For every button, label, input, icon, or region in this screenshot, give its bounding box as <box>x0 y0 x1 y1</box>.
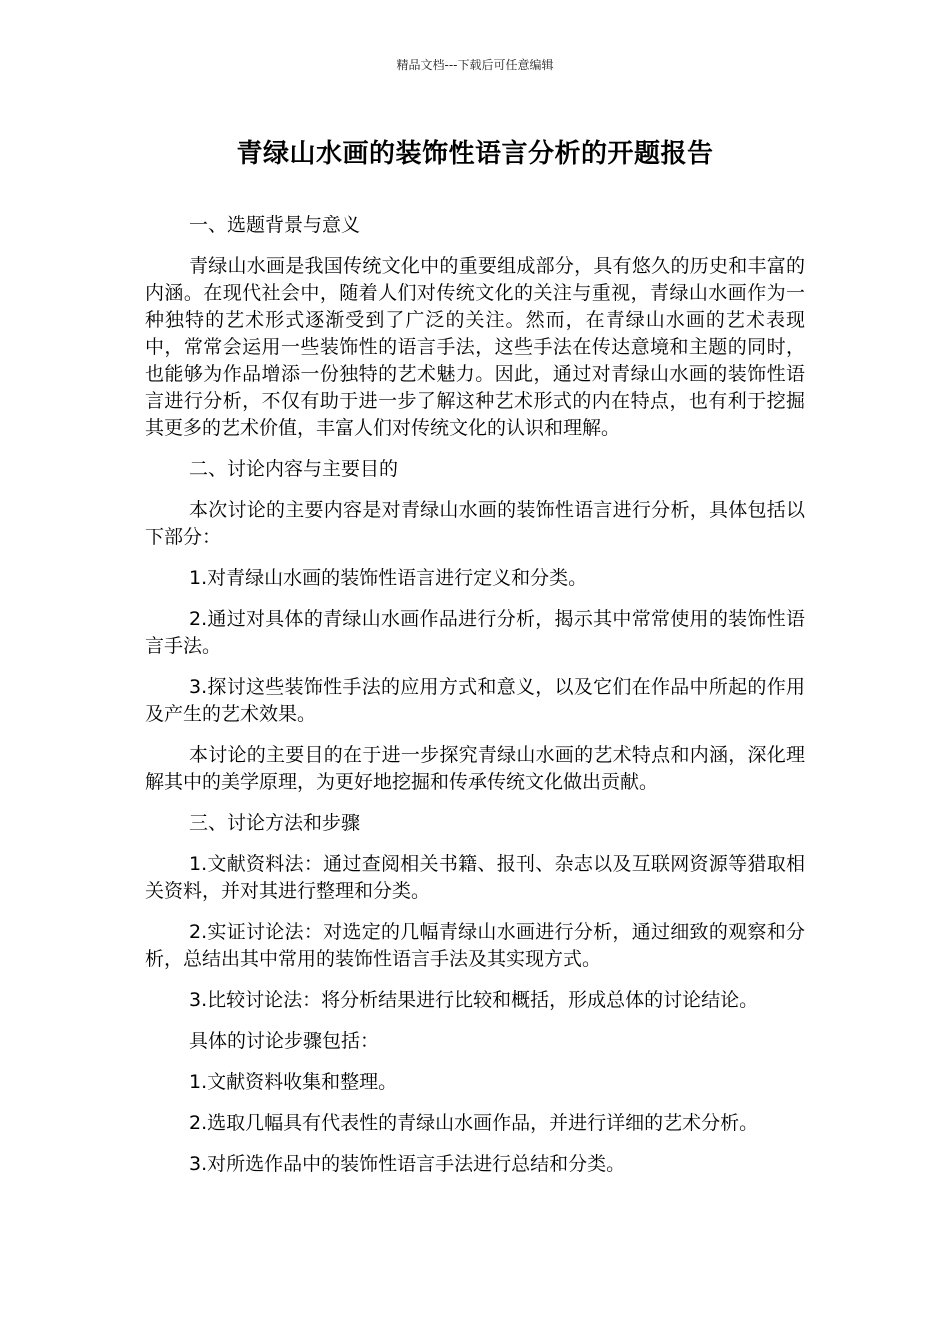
list-item-content-2: 2.通过对具体的青绿山水画作品进行分析，揭示其中常常使用的装饰性语言手法。 <box>145 608 805 657</box>
list-item-step-3: 3.对所选作品中的装饰性语言手法进行总结和分类。 <box>189 1153 626 1175</box>
section-heading-background: 一、选题背景与意义 <box>189 214 361 236</box>
paragraph-steps-intro: 具体的讨论步骤包括： <box>189 1030 380 1052</box>
list-item-method-3: 3.比较讨论法：将分析结果进行比较和概括，形成总体的讨论结论。 <box>189 989 759 1011</box>
list-item-step-2: 2.选取几幅具有代表性的青绿山水画作品，并进行详细的艺术分析。 <box>189 1112 759 1134</box>
list-item-method-1: 1.文献资料法：通过查阅相关书籍、报刊、杂志以及互联网资源等猎取相关资料，并对其进行整理和分类。 <box>145 853 805 902</box>
paragraph-background: 青绿山水画是我国传统文化中的重要组成部分，具有悠久的历史和丰富的内涵。在现代社会中，随着人们对传统文化的关注与重视，青绿山水画作为一种独特的艺术形式逐渐受到了广泛的关注。然而，在青绿山水画的艺术表现中，常常会运用一些装饰性的语言手法，这些手法在传达意境和主题的同时，也能够为作品增添一份独特的艺术魅力。因此，通过对青绿山水画的装饰性语言进行分析，不仅有助于进一步了解这种艺术形式的内在特点，也有利于挖掘其更多的艺术价值，丰富人们对传统文化的认识和理解。 <box>145 255 805 439</box>
section-heading-methods: 三、讨论方法和步骤 <box>189 812 361 834</box>
paragraph-content-intro: 本次讨论的主要内容是对青绿山水画的装饰性语言进行分析，具体包括以下部分： <box>145 499 805 548</box>
list-item-content-1: 1.对青绿山水画的装饰性语言进行定义和分类。 <box>189 567 588 589</box>
page-header: 精品文档---下载后可任意编辑 <box>396 58 554 72</box>
section-heading-content: 二、讨论内容与主要目的 <box>189 458 399 480</box>
paragraph-purpose: 本讨论的主要目的在于进一步探究青绿山水画的艺术特点和内涵，深化理解其中的美学原理，为更好地挖掘和传承传统文化做出贡献。 <box>145 744 805 793</box>
list-item-method-2: 2.实证讨论法：对选定的几幅青绿山水画进行分析，通过细致的观察和分析，总结出其中常用的装饰性语言手法及其实现方式。 <box>145 921 805 970</box>
list-item-step-1: 1.文献资料收集和整理。 <box>189 1071 398 1093</box>
list-item-content-3: 3.探讨这些装饰性手法的应用方式和意义，以及它们在作品中所起的作用及产生的艺术效果。 <box>145 676 805 725</box>
document-body <box>145 212 805 1192</box>
document-title: 青绿山水画的装饰性语言分析的开题报告 <box>236 139 714 169</box>
